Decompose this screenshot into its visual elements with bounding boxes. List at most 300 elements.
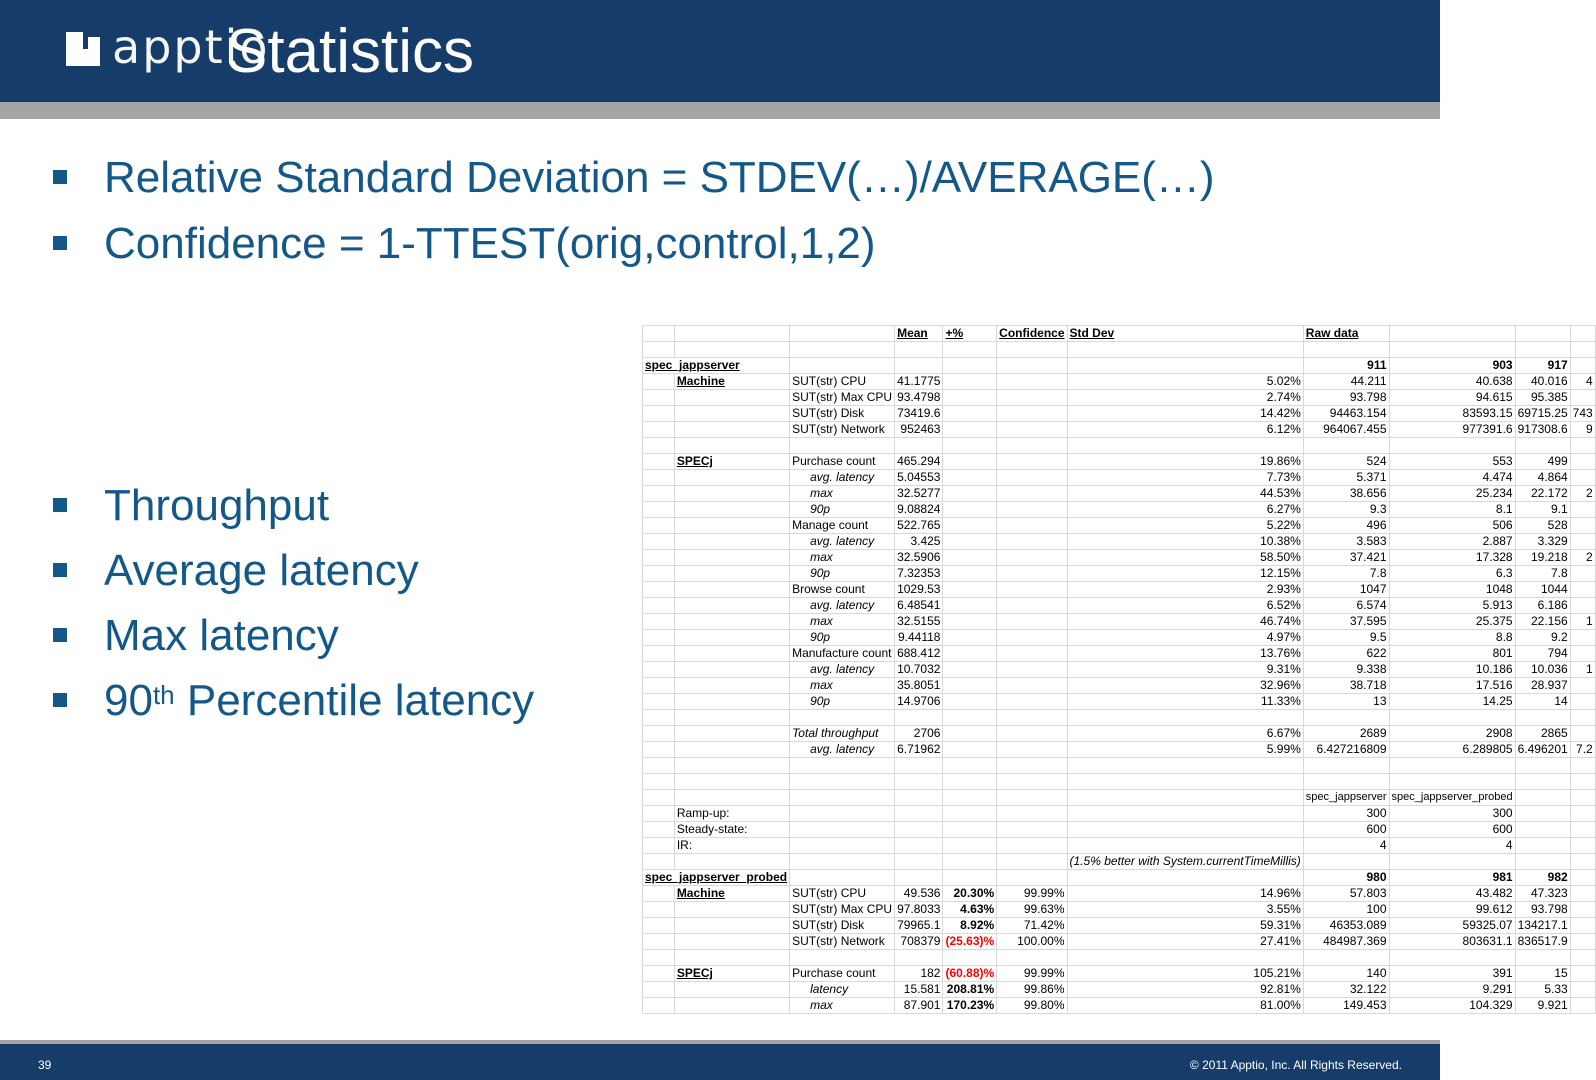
table-cell [997,438,1067,454]
table-cell [643,662,675,678]
table-cell: 6.12% [1067,422,1303,438]
table-cell [1570,822,1595,838]
table-cell [674,854,789,870]
table-cell: 4 [1570,374,1595,390]
table-cell [643,534,675,550]
table-cell: 6.48541 [895,598,943,614]
table-cell [643,550,675,566]
table-cell [1570,598,1595,614]
table-cell: 13.76% [1067,646,1303,662]
table-cell [674,598,789,614]
table-cell [643,758,675,774]
bullet-item [50,543,534,608]
table-cell: 3.425 [895,534,943,550]
table-cell: +% [943,326,997,342]
table-cell: 32.96% [1067,678,1303,694]
table-cell: 93.798 [1303,390,1389,406]
table-cell [943,390,997,406]
table-row [643,630,1596,646]
table-cell [643,774,675,790]
table-cell: 6.52% [1067,598,1303,614]
table-cell [895,710,943,726]
table-cell: 99.63% [997,902,1067,918]
table-cell: 100.00% [997,934,1067,950]
table-cell [997,534,1067,550]
table-cell: 90p [790,630,895,646]
table-cell [790,854,895,870]
table-cell: 2.74% [1067,390,1303,406]
table-cell: 14.42% [1067,406,1303,422]
table-cell: max [790,998,895,1014]
table-cell: 32.122 [1303,982,1389,998]
table-cell: 6.427216809 [1303,742,1389,758]
table-cell [674,326,789,342]
table-cell: 10.7032 [895,662,943,678]
table-cell [895,822,943,838]
table-cell [790,774,895,790]
table-cell: 903 [1389,358,1515,374]
table-row [643,326,1596,342]
table-cell: 105.21% [1067,966,1303,982]
table-cell: 38.718 [1303,678,1389,694]
table-cell: 69715.25 [1515,406,1570,422]
table-cell: 10.186 [1389,662,1515,678]
table-row [643,790,1596,806]
table-cell [895,854,943,870]
table-cell [997,822,1067,838]
table-cell [1067,790,1303,806]
table-cell: 5.371 [1303,470,1389,486]
table-cell [674,646,789,662]
table-cell: Machine [674,374,789,390]
table-cell [1389,342,1515,358]
table-cell [997,470,1067,486]
table-cell: max [790,486,895,502]
table-cell [643,326,675,342]
table-row [643,534,1596,550]
table-cell: 9 [1570,422,1595,438]
table-cell: 622 [1303,646,1389,662]
table-cell: 1047 [1303,582,1389,598]
table-cell [1067,822,1303,838]
table-cell: Ramp-up: [674,806,789,822]
table-cell [674,934,789,950]
table-cell [1570,678,1595,694]
table-cell [1515,806,1570,822]
table-cell [1067,774,1303,790]
table-cell [643,614,675,630]
table-cell [1570,854,1595,870]
table-cell [1515,822,1570,838]
table-cell: Mean [895,326,943,342]
table-cell [997,726,1067,742]
table-cell [943,694,997,710]
table-cell [997,374,1067,390]
table-cell: 8.92% [943,918,997,934]
table-cell: 9.1 [1515,502,1570,518]
table-cell: 81.00% [1067,998,1303,1014]
table-cell: 44.211 [1303,374,1389,390]
table-cell: spec_jappserver [1303,790,1389,806]
table-cell: 99.86% [997,982,1067,998]
table-cell: 4.63% [943,902,997,918]
table-cell: 32.5277 [895,486,943,502]
table-cell [943,534,997,550]
table-cell [997,486,1067,502]
table-cell [997,566,1067,582]
table-cell [1303,774,1389,790]
table-cell [1570,790,1595,806]
table-cell [1389,326,1515,342]
table-cell: 9.31% [1067,662,1303,678]
bullet-superscript: th [152,680,175,710]
table-cell [997,518,1067,534]
table-cell: 71.42% [997,918,1067,934]
table-cell: spec_jappserver_probed [1389,790,1515,806]
table-cell [943,566,997,582]
table-cell: 964067.455 [1303,422,1389,438]
table-cell [643,950,675,966]
table-cell [790,358,895,374]
table-cell [643,982,675,998]
table-cell [643,582,675,598]
table-cell [997,870,1067,886]
table-cell: 12.15% [1067,566,1303,582]
table-cell: SUT(str) CPU [790,886,895,902]
table-cell: avg. latency [790,742,895,758]
table-cell [1515,758,1570,774]
table-cell: 506 [1389,518,1515,534]
table-cell: 40.016 [1515,374,1570,390]
table-cell [643,566,675,582]
table-cell: 40.638 [1389,374,1515,390]
table-cell: 44.53% [1067,486,1303,502]
table-cell [674,550,789,566]
table-cell [1570,726,1595,742]
table-row [643,454,1596,470]
table-row [643,870,1596,886]
table-cell: 46353.089 [1303,918,1389,934]
table-cell [1515,342,1570,358]
table-row [643,822,1596,838]
table-cell [943,630,997,646]
table-cell [1570,582,1595,598]
table-cell: 49.536 [895,886,943,902]
bullet-square-icon [53,170,67,184]
table-cell: 7.2 [1570,742,1595,758]
table-cell [1067,342,1303,358]
table-cell: 1044 [1515,582,1570,598]
table-cell: 87.901 [895,998,943,1014]
table-cell: 524 [1303,454,1389,470]
page-number: 39 [38,1058,52,1072]
table-row [643,582,1596,598]
table-cell [674,918,789,934]
table-cell: Machine [674,886,789,902]
table-cell [674,470,789,486]
table-cell [1570,694,1595,710]
table-cell: 2689 [1303,726,1389,742]
table-cell [674,710,789,726]
table-cell [674,678,789,694]
table-cell [943,342,997,358]
table-cell [1570,902,1595,918]
table-cell: 19.86% [1067,454,1303,470]
table-cell [674,614,789,630]
table-cell: 14.9706 [895,694,943,710]
table-cell [674,790,789,806]
table-cell: Purchase count [790,966,895,982]
table-cell: IR: [674,838,789,854]
table-cell: 688.412 [895,646,943,662]
table-cell: 1048 [1389,582,1515,598]
table-cell [643,790,675,806]
table-row [643,998,1596,1014]
table-cell: 17.328 [1389,550,1515,566]
table-cell: 708379 [895,934,943,950]
table-cell: 6.186 [1515,598,1570,614]
table-cell: 5.99% [1067,742,1303,758]
table-cell: 15.581 [895,982,943,998]
table-cell: 32.5155 [895,614,943,630]
table-cell [895,342,943,358]
header-bar [0,0,1440,102]
table-cell [674,630,789,646]
table-cell [1515,790,1570,806]
table-cell: 981 [1389,870,1515,886]
table-cell: 19.218 [1515,550,1570,566]
table-cell: 3.55% [1067,902,1303,918]
table-cell [674,566,789,582]
table-row [643,854,1596,870]
table-cell [643,390,675,406]
table-cell: max [790,614,895,630]
table-cell: 99.80% [997,998,1067,1014]
footer-bar [0,1040,1440,1080]
metrics-bullet-list [50,478,534,738]
table-cell: 496 [1303,518,1389,534]
table-cell [1067,358,1303,374]
table-cell: 801 [1389,646,1515,662]
table-cell [1067,950,1303,966]
table-cell: Purchase count [790,454,895,470]
table-cell [643,646,675,662]
table-cell [895,758,943,774]
table-cell: Steady-state: [674,822,789,838]
table-cell: Manufacture count [790,646,895,662]
table-cell [943,374,997,390]
table-cell [643,342,675,358]
table-cell [643,710,675,726]
table-cell: 15 [1515,966,1570,982]
table-cell [1570,534,1595,550]
table-row [643,774,1596,790]
table-cell [643,934,675,950]
table-cell: 952463 [895,422,943,438]
table-cell [1570,326,1595,342]
table-cell [997,710,1067,726]
table-cell [1570,342,1595,358]
table-cell [643,598,675,614]
table-cell [1515,838,1570,854]
table-cell: SUT(str) Max CPU [790,390,895,406]
table-cell: 43.482 [1389,886,1515,902]
table-cell [895,358,943,374]
table-row [643,550,1596,566]
table-cell [943,838,997,854]
table-row [643,646,1596,662]
table-cell: 9.44118 [895,630,943,646]
table-cell: 2 [1570,550,1595,566]
table-cell [997,582,1067,598]
table-row [643,982,1596,998]
table-cell [643,886,675,902]
table-cell [895,806,943,822]
table-cell: max [790,550,895,566]
table-cell [643,470,675,486]
table-cell [1570,710,1595,726]
table-cell [643,726,675,742]
table-row [643,726,1596,742]
table-cell [643,838,675,854]
table-cell [674,582,789,598]
bullet-square-icon [53,563,67,577]
table-cell: 917 [1515,358,1570,374]
table-cell: 97.8033 [895,902,943,918]
table-cell [943,470,997,486]
table-cell [643,854,675,870]
table-cell [1389,950,1515,966]
table-cell: avg. latency [790,470,895,486]
table-cell: 35.8051 [895,678,943,694]
table-cell [1570,566,1595,582]
table-cell [1515,774,1570,790]
table-cell [1067,838,1303,854]
table-cell: 99.612 [1389,902,1515,918]
table-cell [895,950,943,966]
table-cell [643,438,675,454]
table-cell: 7.73% [1067,470,1303,486]
table-cell: 90p [790,566,895,582]
table-cell [643,918,675,934]
table-row [643,438,1596,454]
table-cell [1303,854,1389,870]
table-row [643,950,1596,966]
table-cell: 37.421 [1303,550,1389,566]
table-cell: 528 [1515,518,1570,534]
table-cell [997,774,1067,790]
bullet-square-icon [53,498,67,512]
table-row [643,598,1596,614]
table-cell: 522.765 [895,518,943,534]
table-cell [1570,518,1595,534]
table-cell: 7.8 [1303,566,1389,582]
table-cell [1067,710,1303,726]
table-cell: 8.1 [1389,502,1515,518]
bullet-item [50,478,534,543]
table-cell [790,838,895,854]
table-cell [643,966,675,982]
bullet-text: Max latency [104,611,339,660]
table-cell [1570,934,1595,950]
table-cell: 37.595 [1303,614,1389,630]
table-cell [643,998,675,1014]
table-cell: 6.71962 [895,742,943,758]
table-cell [895,774,943,790]
table-cell [1389,854,1515,870]
table-row [643,662,1596,678]
table-cell: 57.803 [1303,886,1389,902]
bullet-text: Confidence = 1-TTEST(orig,control,1,2) [104,219,876,268]
table-cell [1570,982,1595,998]
table-cell: 22.156 [1515,614,1570,630]
table-cell: 743 [1570,406,1595,422]
table-cell [1570,870,1595,886]
table-row [643,486,1596,502]
table-cell: 182 [895,966,943,982]
table-cell [1515,950,1570,966]
table-cell [1303,758,1389,774]
table-cell [674,438,789,454]
table-cell: 6.67% [1067,726,1303,742]
table-row [643,966,1596,982]
table-cell: 4.864 [1515,470,1570,486]
table-cell: SUT(str) Network [790,422,895,438]
table-cell [643,694,675,710]
table-cell: 100 [1303,902,1389,918]
table-cell: 2908 [1389,726,1515,742]
table-cell [1515,710,1570,726]
table-cell: 1029.53 [895,582,943,598]
table-cell [997,454,1067,470]
table-cell: SPECj [674,454,789,470]
header-divider [0,102,1440,119]
table-cell [997,742,1067,758]
table-cell: 22.172 [1515,486,1570,502]
table-cell: 27.41% [1067,934,1303,950]
table-row [643,406,1596,422]
table-cell: 94.615 [1389,390,1515,406]
table-cell [997,342,1067,358]
table-cell [674,774,789,790]
table-cell: 977391.6 [1389,422,1515,438]
table-cell [643,822,675,838]
table-cell [1570,454,1595,470]
table-cell [674,662,789,678]
table-cell: 17.516 [1389,678,1515,694]
table-cell [643,454,675,470]
table-cell: 28.937 [1515,678,1570,694]
table-cell [1303,950,1389,966]
table-cell: 38.656 [1303,486,1389,502]
table-cell: 90p [790,502,895,518]
table-cell [790,710,895,726]
table-cell: 6.574 [1303,598,1389,614]
table-cell [1067,438,1303,454]
table-cell [1570,646,1595,662]
table-cell [943,438,997,454]
table-cell: 14.96% [1067,886,1303,902]
table-cell: 600 [1303,822,1389,838]
table-cell [997,598,1067,614]
table-cell [674,534,789,550]
table-cell [1570,758,1595,774]
table-cell: 208.81% [943,982,997,998]
table-cell: 7.8 [1515,566,1570,582]
table-cell [943,822,997,838]
table-cell: 14.25 [1389,694,1515,710]
table-cell: 9.921 [1515,998,1570,1014]
